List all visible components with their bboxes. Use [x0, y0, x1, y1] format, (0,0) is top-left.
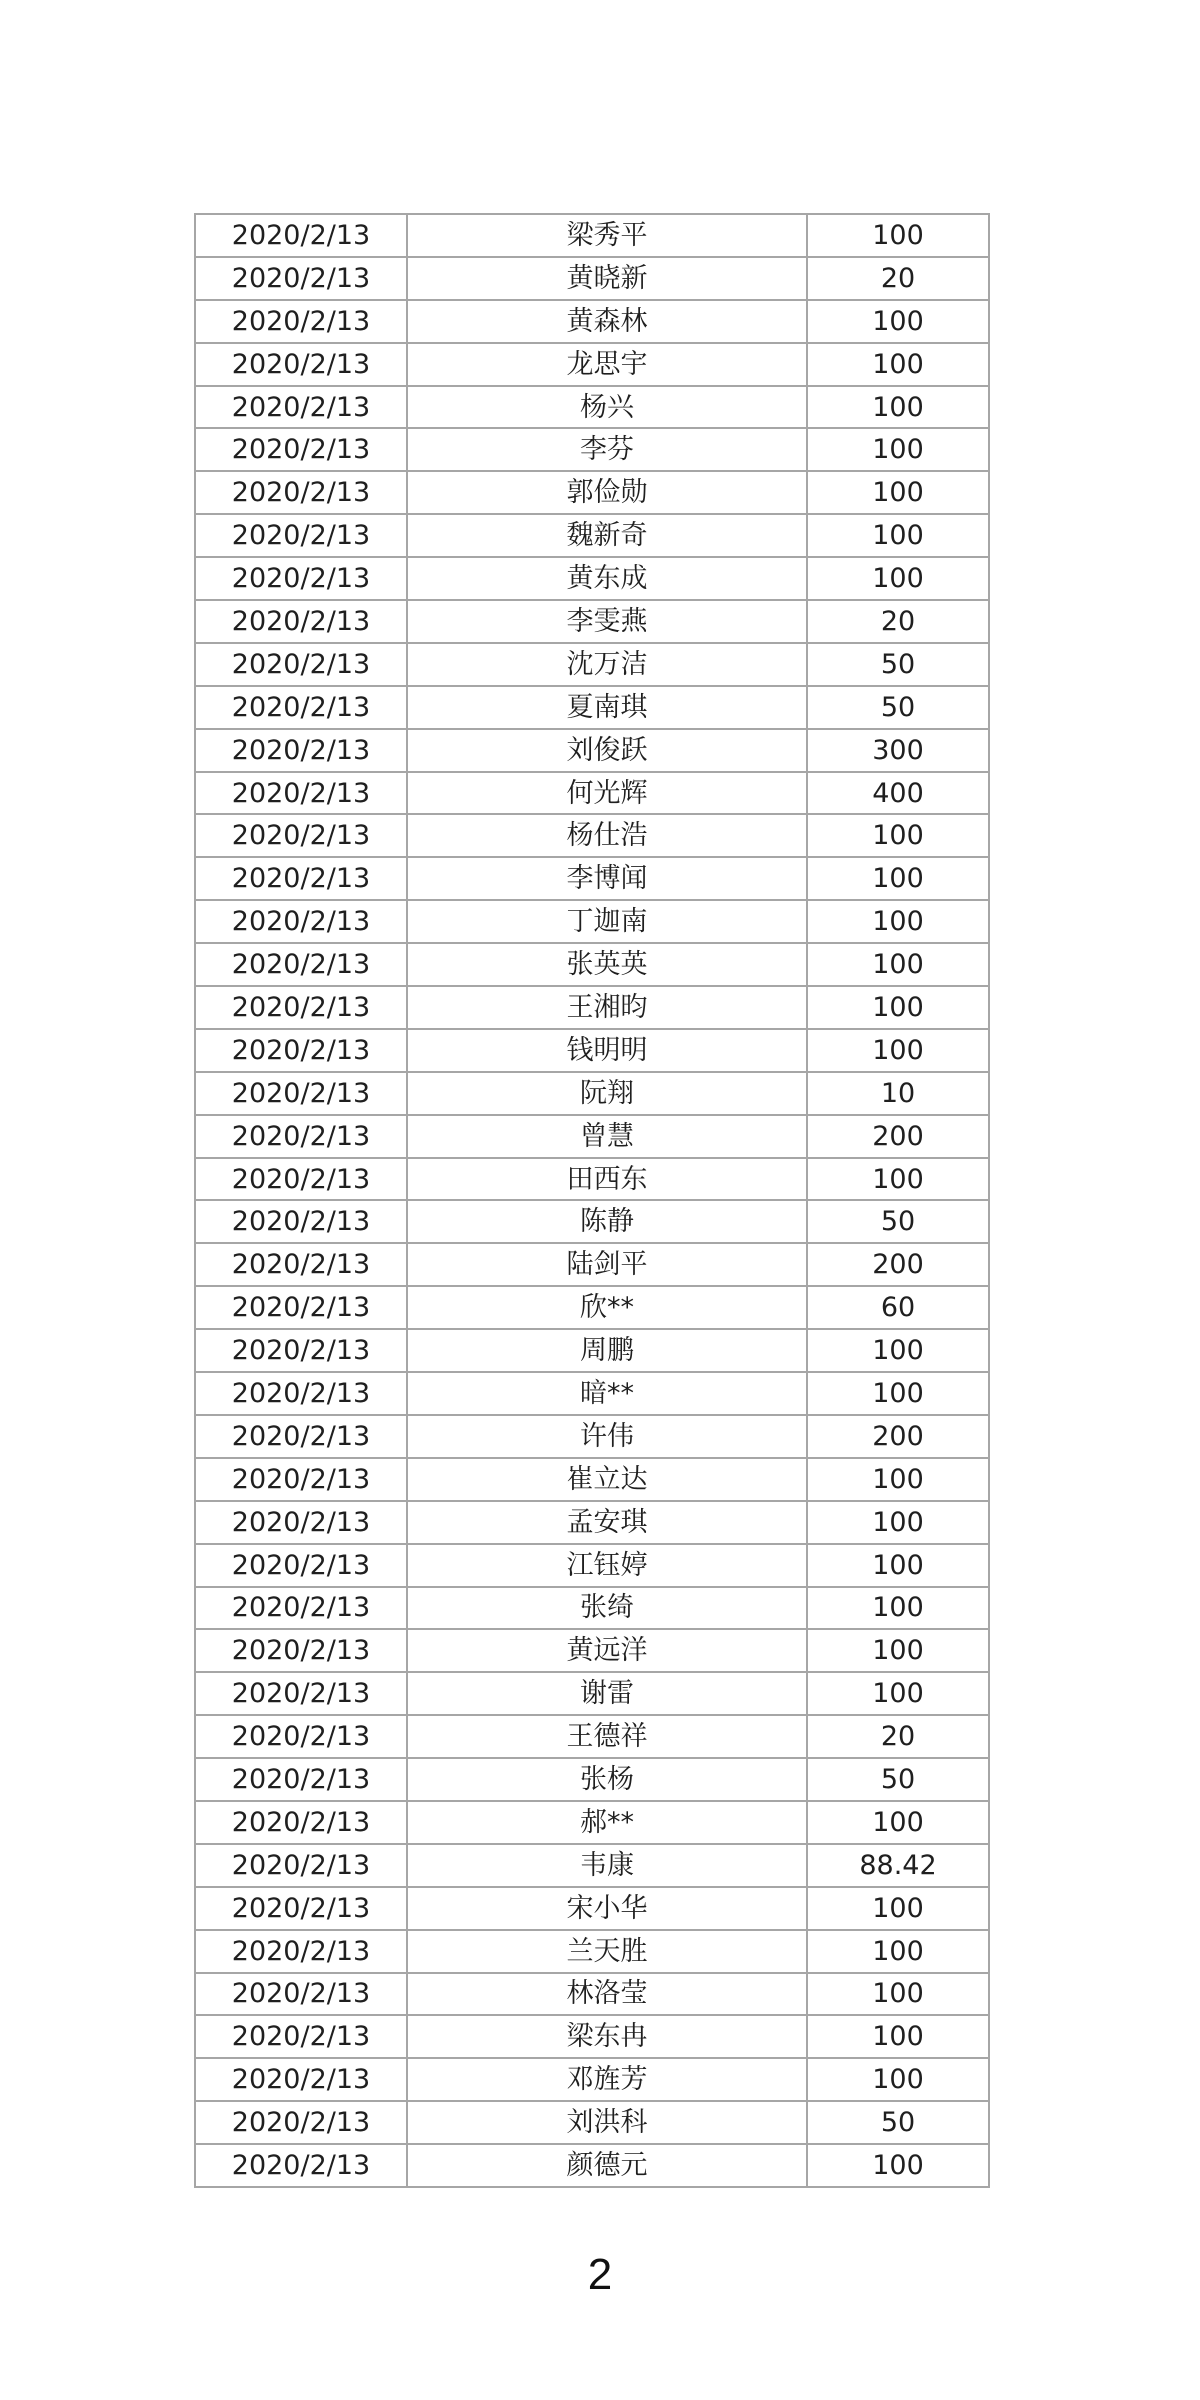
date-cell: 2020/2/13 — [195, 1329, 407, 1372]
table-row — [195, 1715, 989, 1758]
amount-cell: 100 — [807, 343, 989, 386]
amount-cell: 100 — [807, 1544, 989, 1587]
amount-cell: 100 — [807, 1329, 989, 1372]
date-cell: 2020/2/13 — [195, 300, 407, 343]
amount-cell: 100 — [807, 514, 989, 557]
donor-name-cell: 龙思宇 — [407, 343, 807, 386]
amount-cell: 100 — [807, 1158, 989, 1201]
date-cell: 2020/2/13 — [195, 857, 407, 900]
date-cell: 2020/2/13 — [195, 900, 407, 943]
table-row — [195, 857, 989, 900]
donor-name-cell: 周鹏 — [407, 1329, 807, 1372]
donor-name-cell: 刘洪科 — [407, 2101, 807, 2144]
donor-name-cell: 李雯燕 — [407, 600, 807, 643]
date-cell: 2020/2/13 — [195, 471, 407, 514]
date-cell: 2020/2/13 — [195, 557, 407, 600]
date-cell: 2020/2/13 — [195, 1072, 407, 1115]
date-cell: 2020/2/13 — [195, 2144, 407, 2187]
donor-name-cell: 郭俭勋 — [407, 471, 807, 514]
date-cell: 2020/2/13 — [195, 943, 407, 986]
donor-name-cell: 陆剑平 — [407, 1243, 807, 1286]
amount-cell: 100 — [807, 857, 989, 900]
date-cell: 2020/2/13 — [195, 257, 407, 300]
donor-name-cell: 郝** — [407, 1801, 807, 1844]
donor-name-cell: 张英英 — [407, 943, 807, 986]
donor-name-cell: 黄远洋 — [407, 1629, 807, 1672]
date-cell: 2020/2/13 — [195, 1844, 407, 1887]
table-row — [195, 2101, 989, 2144]
date-cell: 2020/2/13 — [195, 1115, 407, 1158]
date-cell: 2020/2/13 — [195, 1587, 407, 1630]
donor-name-cell: 梁东冉 — [407, 2015, 807, 2058]
amount-cell: 100 — [807, 471, 989, 514]
date-cell: 2020/2/13 — [195, 814, 407, 857]
amount-cell: 100 — [807, 386, 989, 429]
table-row — [195, 943, 989, 986]
date-cell: 2020/2/13 — [195, 1158, 407, 1201]
table-row — [195, 386, 989, 429]
date-cell: 2020/2/13 — [195, 1801, 407, 1844]
page-number: 2 — [587, 2250, 613, 2299]
donor-name-cell: 江钰婷 — [407, 1544, 807, 1587]
table-row — [195, 428, 989, 471]
table-row — [195, 772, 989, 815]
date-cell: 2020/2/13 — [195, 214, 407, 257]
amount-cell: 100 — [807, 1629, 989, 1672]
date-cell: 2020/2/13 — [195, 2101, 407, 2144]
date-cell: 2020/2/13 — [195, 1629, 407, 1672]
date-cell: 2020/2/13 — [195, 1930, 407, 1973]
amount-cell: 50 — [807, 686, 989, 729]
donor-name-cell: 李博闻 — [407, 857, 807, 900]
amount-cell: 100 — [807, 1672, 989, 1715]
table-row — [195, 214, 989, 257]
date-cell: 2020/2/13 — [195, 1973, 407, 2016]
donor-name-cell: 黄东成 — [407, 557, 807, 600]
donor-name-cell: 许伟 — [407, 1415, 807, 1458]
donor-name-cell: 夏南琪 — [407, 686, 807, 729]
table-row — [195, 1458, 989, 1501]
donor-name-cell: 陈静 — [407, 1200, 807, 1243]
date-cell: 2020/2/13 — [195, 1501, 407, 1544]
date-cell: 2020/2/13 — [195, 343, 407, 386]
amount-cell: 100 — [807, 2058, 989, 2101]
amount-cell: 100 — [807, 1501, 989, 1544]
amount-cell: 100 — [807, 1930, 989, 1973]
table-row — [195, 1544, 989, 1587]
donor-name-cell: 张杨 — [407, 1758, 807, 1801]
donor-name-cell: 张绮 — [407, 1587, 807, 1630]
date-cell: 2020/2/13 — [195, 772, 407, 815]
table-row — [195, 1372, 989, 1415]
date-cell: 2020/2/13 — [195, 729, 407, 772]
date-cell: 2020/2/13 — [195, 986, 407, 1029]
date-cell: 2020/2/13 — [195, 1200, 407, 1243]
table-row — [195, 1887, 989, 1930]
table-row — [195, 343, 989, 386]
donor-name-cell: 阮翔 — [407, 1072, 807, 1115]
donor-name-cell: 李芬 — [407, 428, 807, 471]
table-row — [195, 1158, 989, 1201]
amount-cell: 300 — [807, 729, 989, 772]
table-row — [195, 514, 989, 557]
amount-cell: 100 — [807, 2015, 989, 2058]
amount-cell: 100 — [807, 300, 989, 343]
donor-name-cell: 黄森林 — [407, 300, 807, 343]
amount-cell: 50 — [807, 643, 989, 686]
donor-name-cell: 杨仕浩 — [407, 814, 807, 857]
date-cell: 2020/2/13 — [195, 1544, 407, 1587]
table-row — [195, 814, 989, 857]
date-cell: 2020/2/13 — [195, 2058, 407, 2101]
table-row — [195, 986, 989, 1029]
table-row — [195, 643, 989, 686]
table-row — [195, 1973, 989, 2016]
date-cell: 2020/2/13 — [195, 1372, 407, 1415]
table-row — [195, 729, 989, 772]
donor-name-cell: 曾慧 — [407, 1115, 807, 1158]
table-row — [195, 1587, 989, 1630]
amount-cell: 100 — [807, 1587, 989, 1630]
table-row — [195, 2144, 989, 2187]
donor-name-cell: 暗** — [407, 1372, 807, 1415]
table-row — [195, 257, 989, 300]
amount-cell: 50 — [807, 2101, 989, 2144]
donor-name-cell: 孟安琪 — [407, 1501, 807, 1544]
table-row — [195, 1801, 989, 1844]
amount-cell: 50 — [807, 1758, 989, 1801]
date-cell: 2020/2/13 — [195, 1286, 407, 1329]
donor-name-cell: 谢雷 — [407, 1672, 807, 1715]
amount-cell: 100 — [807, 1801, 989, 1844]
amount-cell: 100 — [807, 814, 989, 857]
amount-cell: 100 — [807, 1029, 989, 1072]
table-row — [195, 557, 989, 600]
date-cell: 2020/2/13 — [195, 1672, 407, 1715]
date-cell: 2020/2/13 — [195, 1887, 407, 1930]
table-row — [195, 1115, 989, 1158]
amount-cell: 10 — [807, 1072, 989, 1115]
amount-cell: 400 — [807, 772, 989, 815]
donor-name-cell: 兰天胜 — [407, 1930, 807, 1973]
donor-name-cell: 魏新奇 — [407, 514, 807, 557]
date-cell: 2020/2/13 — [195, 1715, 407, 1758]
donor-name-cell: 黄晓新 — [407, 257, 807, 300]
table-row — [195, 1200, 989, 1243]
amount-cell: 100 — [807, 1372, 989, 1415]
donor-name-cell: 何光辉 — [407, 772, 807, 815]
table-row — [195, 1629, 989, 1672]
amount-cell: 200 — [807, 1115, 989, 1158]
donor-name-cell: 韦康 — [407, 1844, 807, 1887]
table-row — [195, 1329, 989, 1372]
donor-name-cell: 梁秀平 — [407, 214, 807, 257]
table-row — [195, 300, 989, 343]
donor-name-cell: 欣** — [407, 1286, 807, 1329]
table-row — [195, 1029, 989, 1072]
amount-cell: 100 — [807, 557, 989, 600]
amount-cell: 100 — [807, 943, 989, 986]
table-row — [195, 900, 989, 943]
date-cell: 2020/2/13 — [195, 686, 407, 729]
table-row — [195, 1243, 989, 1286]
amount-cell: 100 — [807, 1887, 989, 1930]
donor-name-cell: 邓旌芳 — [407, 2058, 807, 2101]
table-row — [195, 1672, 989, 1715]
date-cell: 2020/2/13 — [195, 1415, 407, 1458]
donation-table — [194, 213, 990, 2188]
donor-name-cell: 田西东 — [407, 1158, 807, 1201]
donor-name-cell: 林洛莹 — [407, 1973, 807, 2016]
amount-cell: 100 — [807, 1973, 989, 2016]
donor-name-cell: 杨兴 — [407, 386, 807, 429]
table-row — [195, 1844, 989, 1887]
table-row — [195, 471, 989, 514]
amount-cell: 20 — [807, 1715, 989, 1758]
amount-cell: 100 — [807, 428, 989, 471]
donor-name-cell: 沈万洁 — [407, 643, 807, 686]
donor-name-cell: 王湘昀 — [407, 986, 807, 1029]
date-cell: 2020/2/13 — [195, 643, 407, 686]
donor-name-cell: 王德祥 — [407, 1715, 807, 1758]
table-row — [195, 1501, 989, 1544]
date-cell: 2020/2/13 — [195, 2015, 407, 2058]
amount-cell: 100 — [807, 214, 989, 257]
donation-table-body — [195, 214, 989, 2187]
table-row — [195, 1072, 989, 1115]
amount-cell: 60 — [807, 1286, 989, 1329]
donor-name-cell: 颜德元 — [407, 2144, 807, 2187]
date-cell: 2020/2/13 — [195, 1758, 407, 1801]
date-cell: 2020/2/13 — [195, 600, 407, 643]
table-row — [195, 2058, 989, 2101]
amount-cell: 100 — [807, 2144, 989, 2187]
amount-cell: 100 — [807, 986, 989, 1029]
table-row — [195, 600, 989, 643]
table-row — [195, 1758, 989, 1801]
amount-cell: 88.42 — [807, 1844, 989, 1887]
table-row — [195, 2015, 989, 2058]
donor-name-cell: 宋小华 — [407, 1887, 807, 1930]
amount-cell: 100 — [807, 900, 989, 943]
amount-cell: 50 — [807, 1200, 989, 1243]
date-cell: 2020/2/13 — [195, 1243, 407, 1286]
date-cell: 2020/2/13 — [195, 514, 407, 557]
amount-cell: 200 — [807, 1415, 989, 1458]
amount-cell: 200 — [807, 1243, 989, 1286]
date-cell: 2020/2/13 — [195, 1029, 407, 1072]
donor-name-cell: 丁迦南 — [407, 900, 807, 943]
donor-name-cell: 钱明明 — [407, 1029, 807, 1072]
date-cell: 2020/2/13 — [195, 428, 407, 471]
date-cell: 2020/2/13 — [195, 386, 407, 429]
table-row — [195, 1930, 989, 1973]
table-row — [195, 686, 989, 729]
table-row — [195, 1286, 989, 1329]
donor-name-cell: 崔立达 — [407, 1458, 807, 1501]
donor-name-cell: 刘俊跃 — [407, 729, 807, 772]
table-row — [195, 1415, 989, 1458]
date-cell: 2020/2/13 — [195, 1458, 407, 1501]
amount-cell: 100 — [807, 1458, 989, 1501]
amount-cell: 20 — [807, 257, 989, 300]
amount-cell: 20 — [807, 600, 989, 643]
